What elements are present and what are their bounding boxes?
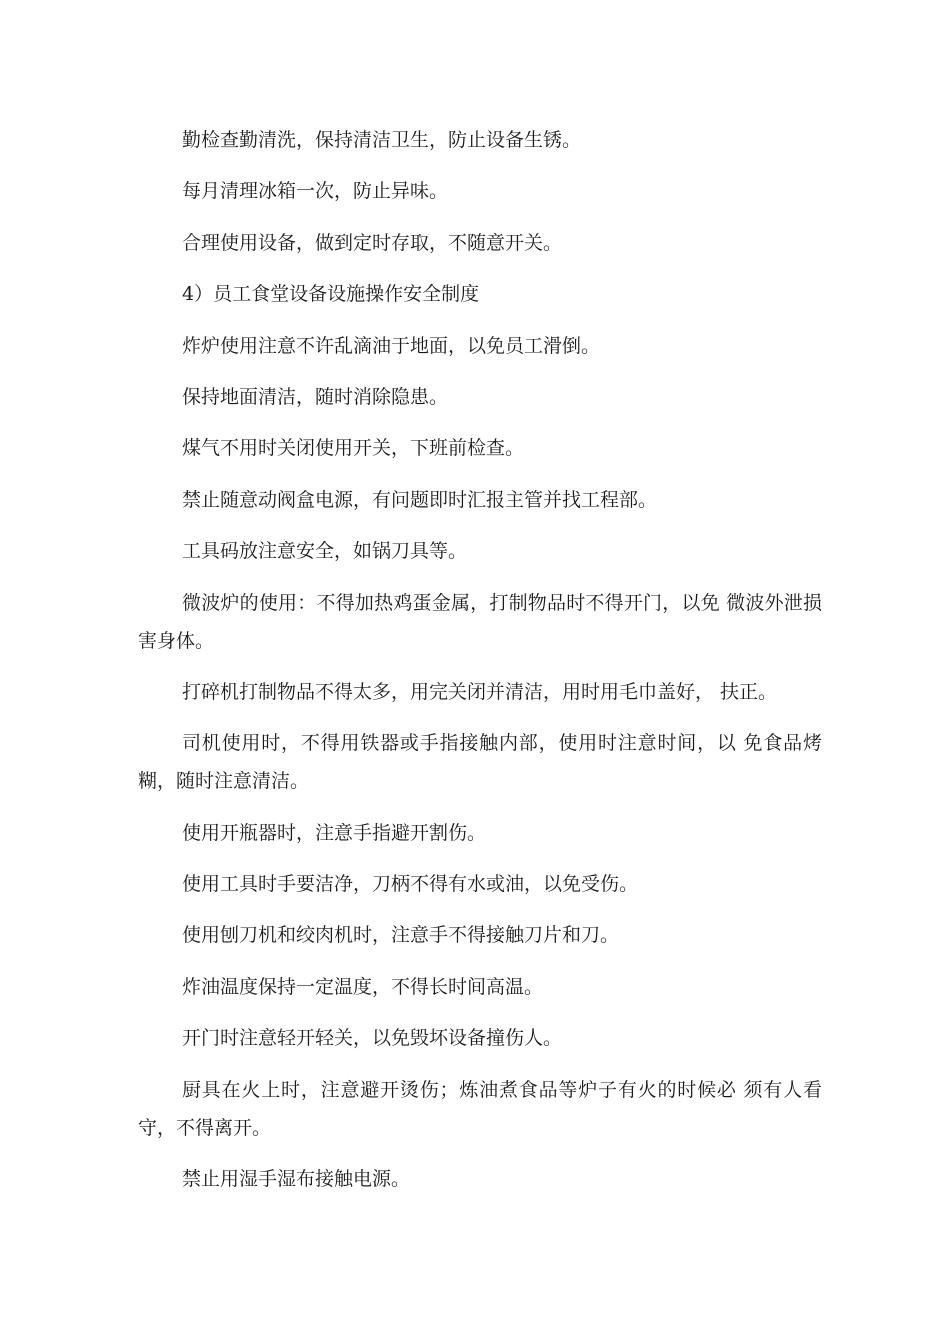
paragraph-15: 使用刨刀机和绞肉机时，注意手不得接触刀片和刀。 [182, 924, 620, 947]
paragraph-8: 禁止随意动阀盒电源，有问题即时汇报主管并找工程部。 [182, 488, 658, 511]
section-heading: 4）员工食堂设备设施操作安全制度 [182, 283, 480, 306]
document-body [138, 121, 822, 1198]
paragraph-17: 开门时注意轻开轻关，以免毁坏设备撞伤人。 [182, 1027, 563, 1050]
paragraph-10: 微波炉的使用：不得加热鸡蛋金属，打制物品时不得开门，以免 微波外泄损害身体。 [138, 591, 822, 652]
paragraph-13: 使用开瓶器时，注意手指避开割伤。 [182, 821, 487, 844]
paragraph-6: 保持地面清洁，随时消除隐患。 [182, 385, 449, 408]
paragraph-12: 司机使用时，不得用铁器或手指接触内部，使用时注意时间，以 免食品烤糊，随时注意清洁。 [138, 732, 822, 793]
paragraph-3: 合理使用设备，做到定时存取，不随意开关。 [182, 231, 563, 254]
paragraph-16: 炸油温度保持一定温度，不得长时间高温。 [182, 975, 544, 998]
paragraph-18: 厨具在火上时，注意避开烫伤；炼油煮食品等炉子有火的时候必 须有人看守，不得离开。 [138, 1078, 822, 1139]
paragraph-9: 工具码放注意安全，如锅刀具等。 [182, 540, 468, 563]
paragraph-19: 禁止用湿手湿布接触电源。 [182, 1168, 411, 1191]
paragraph-14: 使用工具时手要洁净，刀柄不得有水或油，以免受伤。 [182, 873, 639, 896]
paragraph-2: 每月清理冰箱一次，防止异味。 [182, 180, 449, 203]
paragraph-5: 炸炉使用注意不许乱滴油于地面，以免员工滑倒。 [182, 334, 601, 357]
paragraph-7: 煤气不用时关闭使用开关，下班前检查。 [182, 437, 525, 460]
paragraph-11: 打碎机打制物品不得太多，用完关闭并清洁，用时用毛巾盖好， 扶正。 [182, 680, 778, 703]
paragraph-1: 勤检查勤清洗，保持清洁卫生，防止设备生锈。 [182, 129, 582, 151]
